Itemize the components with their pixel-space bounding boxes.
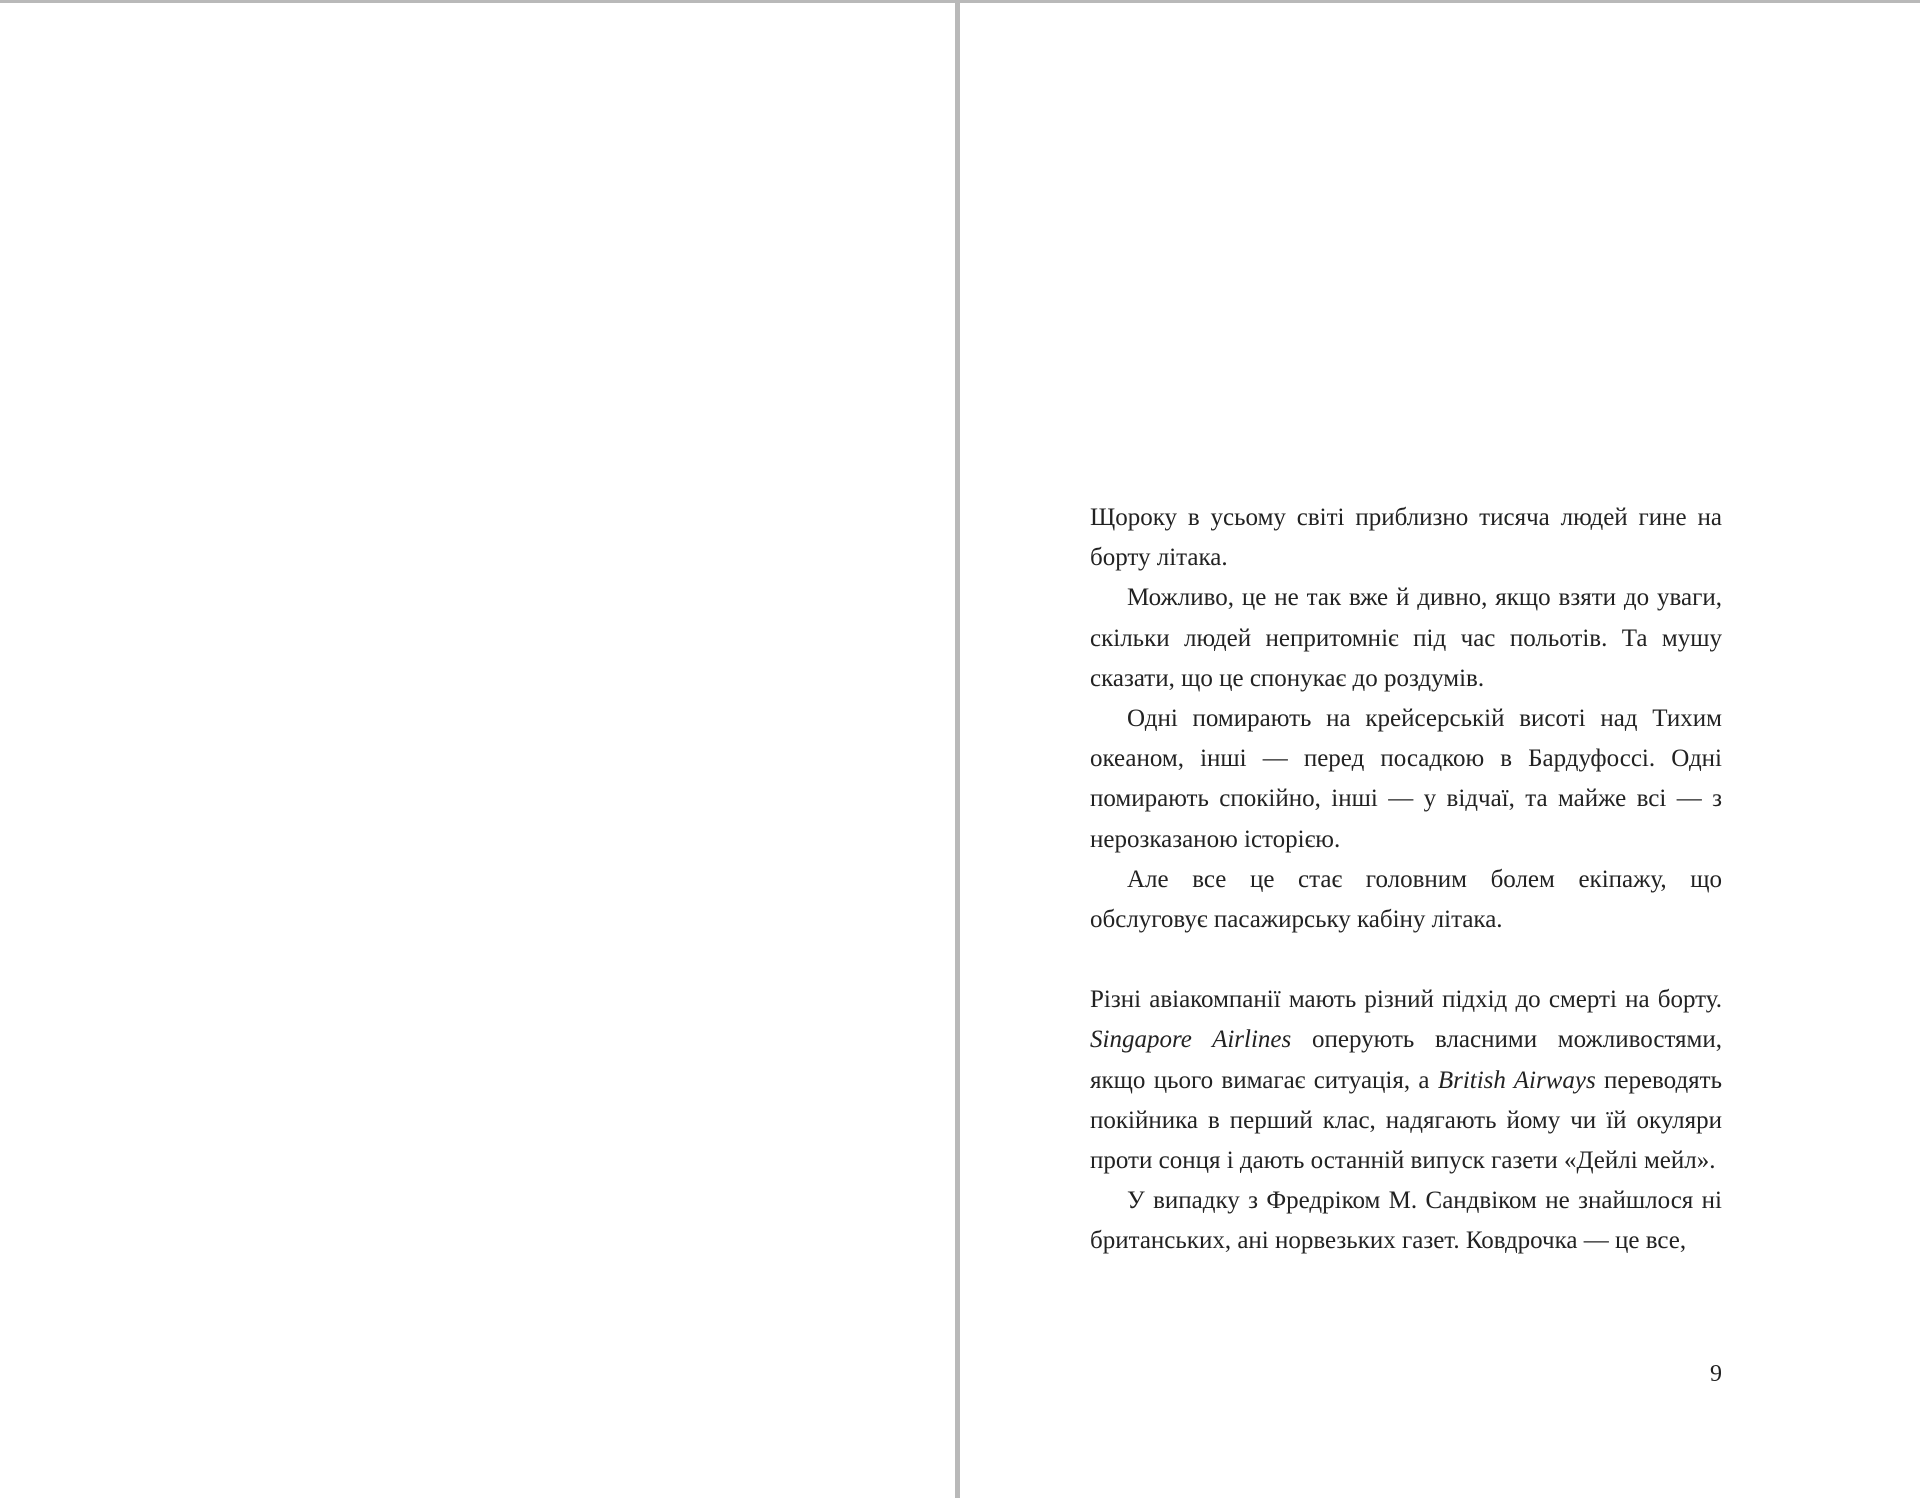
airline-singapore: Singapore Airlines (1090, 1026, 1292, 1054)
paragraph-5-part-2: оперують власними можливостями, якщо цього вимагає ситуація, а (1090, 1026, 1723, 1094)
airline-british: British Airways (1437, 1066, 1596, 1094)
paragraph-5 (1090, 980, 1722, 1181)
left-page-blank (0, 3, 955, 1498)
paragraph-3: Одні помирають на крейсерській висоті над Тихим океаном, інші — перед посадкою в Бардуфоссі. Одні помирають спокійно, інші — у відчаї, та майже всі — з нерозказаною історією. (1090, 705, 1722, 853)
paragraph-2: Можливо, це не так вже й дивно, якщо взяти до уваги, скільки людей непритомніє під час польотів. Та мушу сказати, що це спонукає до роздумів. (1090, 584, 1722, 692)
paragraph-4: Але все це стає головним болем екіпажу, що обслуговує пасажирську кабіну літака. (1090, 865, 1722, 934)
paragraph-5-part-1: Різні авіакомпанії мають різний підхід до смерті на борту. (1090, 986, 1722, 1014)
paragraph-1: Щороку в усьому світі приблизно тисяча людей гине на борту літака. (1090, 504, 1722, 572)
page-number: 9 (1710, 1361, 1722, 1387)
paragraph-6: У випадку з Фредріком М. Сандвіком не знайшлося ні британських, ані норвезьких газет. Ковдрочка — це все, (1090, 1187, 1722, 1255)
body-text (1090, 498, 1722, 1262)
right-page (960, 3, 1920, 1498)
paragraph-5-part-3: переводять покійника в перший клас, надягають йому чи їй окуляри проти сонця і дають останній випуск газети «Дейлі мейл». (1090, 1066, 1722, 1175)
